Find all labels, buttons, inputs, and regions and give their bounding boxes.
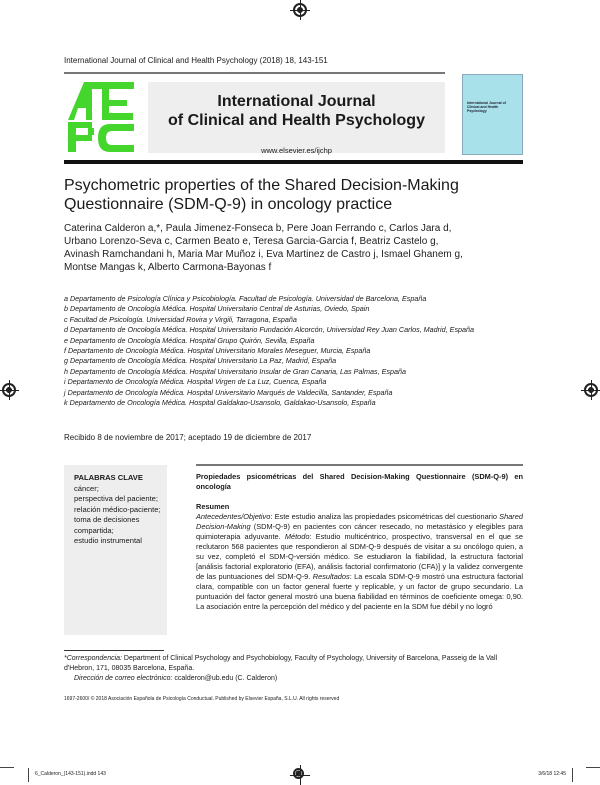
registration-mark-icon — [584, 383, 598, 397]
authors-line: Montse Mangas k, Alberto Carmona-Bayonas f — [64, 262, 272, 273]
journal-logo — [66, 80, 136, 154]
cover-title: International Journal of Clinical and Health Psychology — [467, 101, 506, 113]
journal-banner — [148, 82, 445, 153]
footnote-label: *Correspondencia: — [64, 655, 122, 662]
keyword: estudio instrumental — [74, 536, 142, 545]
crop-mark — [586, 767, 600, 768]
authors-line: Caterina Calderon a,*, Paula Jimenez-Fonseca b, Pere Joan Ferrando c, Carlos Jara d, — [64, 223, 452, 234]
journal-title-line2: of Clinical and Health Psychology — [168, 112, 425, 129]
authors-line: Avinash Ramchandani h, Maria Mar Muñoz i, Eva Martinez de Castro j, Ismael Ghanem g, — [64, 249, 463, 260]
header-rule — [64, 160, 523, 164]
abstract-text: : Este estudio analiza las propiedades psicométricas del cuestionario — [270, 512, 500, 521]
affiliation: h Departamento de Oncología Médica. Hospital Universitario Insular de Gran Canaria, Las Palmas, España — [64, 366, 406, 376]
correspondence-footnote — [64, 654, 523, 684]
journal-url[interactable]: www.elsevier.es/ijchp — [261, 146, 332, 155]
abstract-heading: Resumen — [196, 502, 230, 511]
footnote-text: Department of Clinical Psychology and Psychobiology, Faculty of Psychology, University of Barcelona, Passeig de la Vall d'Hebron, 171, 08035 Barcelona, España. — [64, 655, 498, 672]
authors-line: Urbano Lorenzo-Seva c, Carmen Beato e, Teresa Garcia-Garcia f, Beatriz Castelo g, — [64, 236, 439, 247]
email-link[interactable]: ccalderon@ub.edu (C. Calderon) — [172, 675, 278, 682]
abstract-text: (SDM-Q-9) en pacientes con cáncer resecado, no metastásico y elegibles para quimioterapia adyuvante. — [196, 522, 523, 541]
section-label: Método — [284, 532, 310, 541]
keywords-box — [64, 465, 167, 635]
copyright: 1697-2600/ © 2018 Asociación Española de Psicología Conductual. Published by Elsevier España, S.L.U. All rights reserved — [64, 696, 340, 702]
section-label: Resultados — [312, 572, 350, 581]
abstract-text: : La escala SDM-Q-9 mostró una estructura factorial clara, compatible con un factor general fuerte y replicable, y un factor de grupo secundario. La puntuación del factor general mostró una buena fiabilidad en términos de coeficiente omega: 0,90. La asociación entre la percepción del médico y del paciente en la SDM fue débil y no logró — [196, 572, 524, 611]
affiliation: d Departamento de Oncología Médica. Hospital Universitario Fundación Alcorcón, Universidad Rey Juan Carlos, Madrid, España — [64, 325, 475, 335]
running-head: International Journal of Clinical and Health Psychology (2018) 18, 143-151 — [64, 56, 328, 65]
affiliation: e Departamento de Oncología Médica. Hospital Grupo Quirón, Sevilla, España — [64, 335, 315, 345]
section-label: Antecedentes/Objetivo — [196, 512, 271, 521]
article-title: Psychometric properties of the Shared Decision-Making Questionnaire (SDM-Q-9) in oncology practice — [64, 177, 459, 213]
keyword: perspectiva del paciente; — [74, 494, 159, 503]
keyword: toma de decisiones compartida; — [74, 515, 140, 535]
journal-cover-thumbnail — [462, 74, 523, 155]
affiliations — [64, 294, 524, 408]
author-list — [64, 222, 544, 274]
crop-mark — [0, 767, 14, 768]
affiliation: i Departamento de Oncología Médica. Hospital Virgen de La Luz, Cuenca, España — [64, 377, 327, 387]
divider — [196, 464, 523, 466]
journal-title-line1: International Journal — [217, 93, 376, 110]
abstract-body — [196, 512, 523, 612]
print-slug-file: 6_Calderon_(143-151).indd 143 — [28, 768, 106, 782]
keyword: relación médico-paciente; — [74, 504, 161, 514]
affiliation: f Departamento de Oncología Médica. Hospital Universitario Morales Meseguer, Murcia, España — [64, 346, 371, 356]
email-label: Dirección de correo electrónico: — [74, 675, 173, 682]
affiliation: a Departamento de Psicología Clínica y Psicobiología. Facultad de Psicología. Universidad de Barcelona, España — [64, 294, 427, 303]
affiliation: c Facultad de Psicología. Universidad Rovira y Virgili, Tarragona, España — [64, 314, 297, 324]
affiliation: k Departamento de Oncología Médica. Hospital Galdakao-Usansolo, Galdakao-Usansolo, España — [64, 398, 376, 408]
abstract-italic: Shared Decision-Making — [196, 512, 523, 531]
keywords-heading: PALABRAS CLAVE — [74, 473, 143, 482]
affiliation: g Departamento de Oncología Médica. Hospital Universitario La Paz, Madrid, España — [64, 356, 337, 366]
registration-mark-icon — [2, 383, 16, 397]
received-dates: Recibido 8 de noviembre de 2017; aceptado 19 de diciembre de 2017 — [64, 433, 312, 442]
keyword: cáncer; — [74, 483, 99, 493]
footnote-rule — [64, 650, 164, 651]
affiliation: b Departamento de Oncología Médica. Hospital Universitario Central de Asturias, Oviedo, Spain — [64, 304, 370, 314]
print-slug-date: 3/6/18 12:45 — [538, 768, 573, 782]
abstract — [196, 472, 523, 612]
abstract-text: : Estudio multicéntrico, prospectivo, transversal en el que se reclutaron 568 pacientes que respondieron al SDM-Q-9 después de visitar a su oncólogo quien, a su vez, completó el SDM-Q-versión médico. Se estudiaron la fiabilidad, la estructura factorial [análisis factorial exploratorio (EFA), análisis factorial confirmatorio (CFA)] y la validez convergente de las puntuaciones del SDM-Q-9. — [196, 532, 523, 581]
divider — [64, 72, 445, 74]
abstract-title: Propiedades psicométricas del Shared Decision-Making Questionnaire (SDM-Q-9) en oncología — [196, 472, 523, 491]
registration-mark-icon — [293, 3, 307, 17]
registration-mark-icon — [293, 768, 304, 779]
affiliation: j Departamento de Oncología Médica. Hospital Universitario Marqués de Valdecilla, Santander, España — [64, 387, 393, 397]
